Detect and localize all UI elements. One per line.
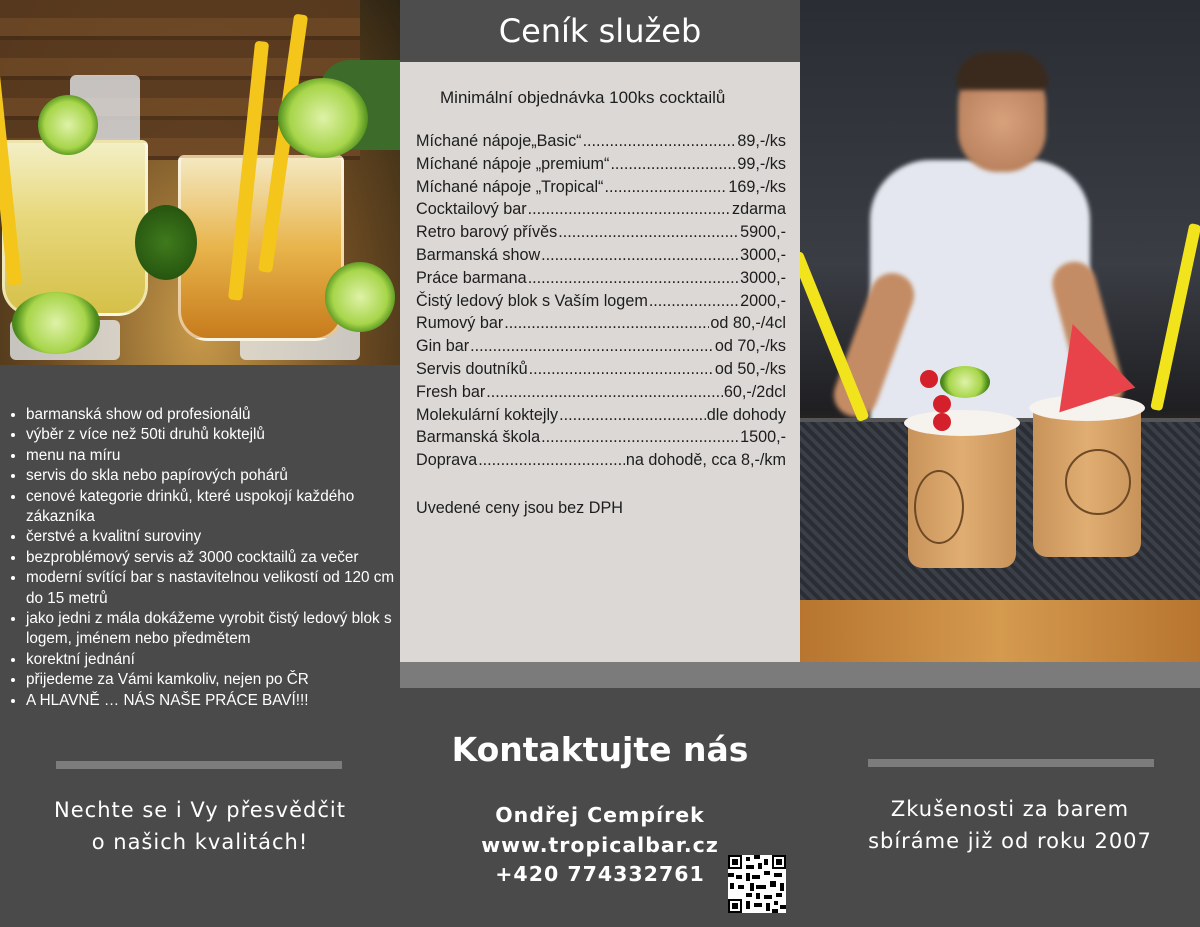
price-row xyxy=(416,314,786,337)
dot-leader xyxy=(610,155,736,174)
price-row xyxy=(416,155,786,178)
feature-item: • bezproblémový servis až 3000 cocktailů za večer xyxy=(26,548,404,568)
left-slogan xyxy=(20,794,380,858)
tropical-cup-right xyxy=(1033,405,1141,557)
vat-note: Uvedené ceny jsou bez DPH xyxy=(416,499,623,517)
feature-item: • čerstvé a kvalitní suroviny xyxy=(26,527,404,547)
tropical-logo xyxy=(914,470,964,544)
price-item-value: 3000,- xyxy=(740,268,786,287)
price-item-name: Míchané nápoje „premium“ xyxy=(416,154,610,173)
price-item-value: na dohodě, cca 8,-/km xyxy=(625,451,786,470)
dot-leader xyxy=(559,406,706,425)
dot-leader xyxy=(504,314,709,333)
price-item-value: dle dohody xyxy=(706,405,786,424)
contact-website[interactable]: www.tropicalbar.cz xyxy=(481,833,719,857)
price-item-name: Rumový bar xyxy=(416,314,504,333)
price-row xyxy=(416,200,786,223)
lime-slice xyxy=(38,95,98,155)
price-row xyxy=(416,337,786,360)
left-slogan-line-1: Nechte se i Vy přesvědčit xyxy=(54,798,346,822)
price-item-name: Gin bar xyxy=(416,337,470,356)
price-item-value: 2000,- xyxy=(740,291,786,310)
contact-phone[interactable]: +420 774332761 xyxy=(495,862,705,886)
price-row xyxy=(416,269,786,292)
price-item-value: 89,-/ks xyxy=(737,132,786,150)
cocktails-photo xyxy=(0,0,400,365)
feature-item: • moderní svítící bar s nastavitelnou velikostí od 120 cm do 15 metrů xyxy=(26,568,404,609)
price-item-name: Míchané nápoje „Tropical“ xyxy=(416,177,604,196)
price-row xyxy=(416,246,786,269)
min-order-note: Minimální objednávka 100ks cocktailů xyxy=(440,88,726,107)
dot-leader xyxy=(529,360,714,379)
dot-leader xyxy=(649,292,739,311)
price-panel xyxy=(400,62,800,662)
price-item-name: Barmanská škola xyxy=(416,428,541,447)
divider-stripe xyxy=(400,662,1200,688)
cup-foam xyxy=(904,410,1020,436)
tomato-garnish xyxy=(933,395,951,413)
dot-leader xyxy=(478,451,625,470)
dot-leader xyxy=(558,223,739,242)
right-slogan-line-1: Zkušenosti za barem xyxy=(890,797,1130,821)
bartender-photo xyxy=(800,0,1200,662)
tropical-cup-left xyxy=(908,420,1016,568)
dot-leader xyxy=(486,383,723,402)
price-item-value: 169,-/ks xyxy=(728,177,786,196)
price-item-value: od 80,-/4cl xyxy=(710,314,786,333)
price-row xyxy=(416,406,786,429)
price-item-name: Retro barový přívěs xyxy=(416,223,558,242)
lime-whole xyxy=(135,205,197,280)
price-item-name: Fresh bar xyxy=(416,382,486,401)
price-item-value: od 70,-/ks xyxy=(714,337,786,356)
price-item-value: 3000,- xyxy=(740,245,786,264)
price-item-name: Molekulární koktejly xyxy=(416,405,559,424)
price-item-name: Servis doutníků xyxy=(416,359,528,378)
price-row xyxy=(416,360,786,383)
price-item-name: Cocktailový bar xyxy=(416,200,527,219)
feature-item: • přijedeme za Vámi kamkoliv, nejen po ČR xyxy=(26,670,404,690)
price-item-value: 60,-/2dcl xyxy=(723,382,786,401)
features-panel xyxy=(0,365,400,927)
price-row xyxy=(416,383,786,406)
feature-item: • servis do skla nebo papírových pohárů xyxy=(26,466,404,486)
price-item-value: od 50,-/ks xyxy=(714,359,786,378)
price-item-name: Míchané nápoje„Basic“ xyxy=(416,132,582,150)
price-item-name: Čistý ledový blok s Vaším logem xyxy=(416,291,648,310)
lime-slice xyxy=(325,262,395,332)
dot-leader xyxy=(541,246,739,265)
price-row xyxy=(416,451,786,474)
tomato-garnish xyxy=(933,413,951,431)
price-item-value: 5900,- xyxy=(740,223,786,242)
price-row xyxy=(416,178,786,201)
dot-leader xyxy=(541,428,739,447)
feature-item: • barmanská show od profesionálů xyxy=(26,405,404,425)
divider xyxy=(56,761,342,769)
lime-slice xyxy=(278,78,368,158)
divider xyxy=(868,759,1154,767)
tomato-garnish xyxy=(920,370,938,388)
price-item-value: zdarma xyxy=(732,200,786,219)
feature-item: • výběr z více než 50ti druhů koktejlů xyxy=(26,425,404,445)
dot-leader xyxy=(604,178,727,197)
price-item-value: 99,-/ks xyxy=(737,154,786,173)
price-item-name: Práce barmana xyxy=(416,268,527,287)
tropical-logo xyxy=(1065,449,1131,515)
bartender-hair xyxy=(956,52,1048,90)
straw-decoration xyxy=(1150,223,1200,411)
price-row xyxy=(416,132,786,155)
price-item-value: 1500,- xyxy=(740,428,786,447)
cocktail-cup-left xyxy=(2,140,148,316)
dot-leader xyxy=(528,200,731,219)
price-item-name: Doprava xyxy=(416,451,478,470)
price-list xyxy=(416,132,786,474)
price-item-name: Barmanská show xyxy=(416,245,541,264)
dot-leader xyxy=(528,269,739,288)
feature-item: • cenové kategorie drinků, které uspokojí každého zákazníka xyxy=(26,487,404,528)
lime-slice xyxy=(12,292,100,354)
feature-item: • menu na míru xyxy=(26,446,404,466)
price-title: Ceník služeb xyxy=(400,0,800,62)
feature-item: • A HLAVNĚ … NÁS NAŠE PRÁCE BAVÍ!!! xyxy=(26,691,404,711)
price-row xyxy=(416,292,786,315)
contact-name: Ondřej Cempírek xyxy=(495,803,705,827)
qr-code-icon[interactable] xyxy=(728,855,786,913)
left-slogan-line-2: o našich kvalitách! xyxy=(91,830,309,854)
features-list xyxy=(6,405,404,711)
right-slogan-line-2: sbíráme již od roku 2007 xyxy=(868,829,1152,853)
feature-item: • jako jedni z mála dokážeme vyrobit čistý ledový blok s logem, jménem nebo předmětem xyxy=(26,609,404,650)
feature-item: • korektní jednání xyxy=(26,650,404,670)
price-row xyxy=(416,223,786,246)
dot-leader xyxy=(583,132,737,151)
bar-counter xyxy=(800,600,1200,662)
price-row xyxy=(416,428,786,451)
right-slogan xyxy=(830,793,1190,857)
contact-title: Kontaktujte nás xyxy=(451,730,749,769)
cucumber-garnish xyxy=(940,366,990,398)
dot-leader xyxy=(470,337,714,356)
